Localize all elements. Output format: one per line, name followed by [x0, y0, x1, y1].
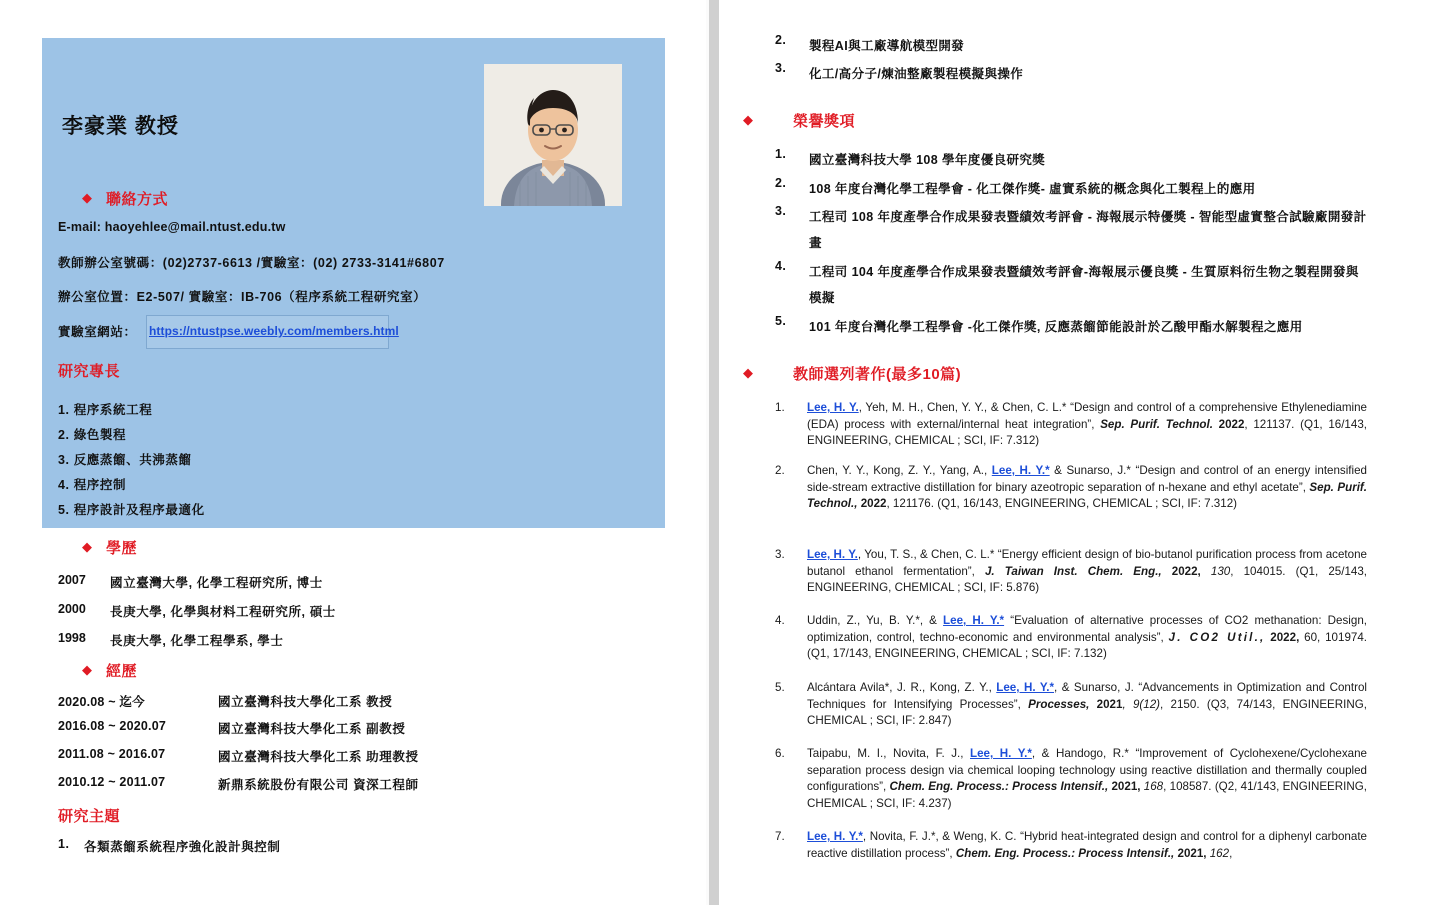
experience-row — [58, 775, 419, 793]
award-item — [775, 259, 1369, 311]
education-row — [58, 602, 336, 620]
award-text: 工程司 108 年度產學合作成果發表暨績效考評會 - 海報展示特優獎 - 智能型虛實整合試驗廠開發計畫 — [809, 210, 1367, 250]
award-number: 5. — [775, 314, 787, 328]
publication-year: 2021, — [1108, 780, 1141, 793]
publication-year: 2021 — [1089, 697, 1123, 711]
publication-entry — [775, 400, 1367, 450]
award-text: 101 年度台灣化學工程學會 -化工傑作獎, 反應蒸餾節能設計於乙酸甲酯水解製程之應用 — [809, 320, 1303, 334]
publication-number: 3. — [775, 548, 785, 561]
publication-metrics: (Q1, 25/143, ENGINEERING, CHEMICAL ; SCI, IF: 5.876) — [807, 564, 1368, 594]
award-item — [775, 176, 1369, 202]
section-heading-publications: ◆ 教師選列著作(最多10篇) — [743, 365, 962, 383]
education-year: 1998 — [58, 631, 86, 645]
education-row — [58, 573, 323, 591]
research-topic-item — [775, 61, 1369, 87]
experience-period: 2020.08 ~ 迄今 — [58, 695, 145, 709]
publication-number: 6. — [775, 747, 785, 760]
diamond-bullet-icon: ◆ — [743, 112, 753, 127]
research-topic-number: 3. — [775, 61, 787, 75]
contact-phone: 教師辦公室號碼：(02)2737-6613 /實驗室：(02) 2733-3141#6807 — [58, 256, 445, 270]
expertise-item-2: 2. 綠色製程 — [58, 428, 127, 442]
publication-authors: , Yeh, M. H., Chen, Y. Y., & Chen, C. L.* — [858, 401, 1071, 414]
publication-text — [807, 746, 1367, 812]
contact-email: E-mail: haoyehlee@mail.ntust.edu.tw — [58, 220, 286, 234]
publication-metrics: (Q2, 41/143, ENGINEERING, CHEMICAL ; SCI, IF: 4.237) — [807, 780, 1367, 810]
publication-metrics: (Q1, 16/143, ENGINEERING, CHEMICAL ; SCI, IF: 7.312) — [937, 497, 1238, 510]
research-topic-item — [775, 33, 1369, 59]
publication-number: 1. — [775, 401, 785, 414]
page-divider — [709, 0, 719, 905]
experience-row — [58, 747, 419, 765]
publication-number: 4. — [775, 614, 785, 627]
research-topic-text: 化工/高分子/煉油整廠製程模擬與操作 — [809, 67, 1024, 81]
publication-journal: J. Taiwan Inst. Chem. Eng., — [984, 564, 1162, 578]
publication-locator: , 121137. — [1244, 417, 1301, 431]
expertise-item-1: 1. 程序系統工程 — [58, 403, 153, 417]
education-detail: 長庚大學, 化學工程學系, 學士 — [110, 634, 284, 648]
publication-journal: Sep. Purif. Technol. — [1100, 417, 1213, 431]
education-year: 2000 — [58, 602, 86, 616]
experience-role: 國立臺灣科技大學化工系 副教授 — [218, 722, 406, 736]
publication-locator: , 121176. — [886, 497, 938, 510]
publication-number: 5. — [775, 681, 785, 694]
award-number: 4. — [775, 259, 787, 273]
publication-volume: , 9(12) — [1122, 697, 1161, 711]
publication-year: 2021, — [1174, 846, 1207, 860]
publication-journal: J. CO2 Util., — [1168, 630, 1266, 644]
research-topic-text: 各類蒸餾系統程序強化設計與控制 — [84, 840, 281, 854]
publication-journal: Sep. Purif. Technol., — [807, 480, 1368, 510]
publication-entry — [775, 547, 1367, 597]
award-item — [775, 147, 1369, 173]
publication-journal: Chem. Eng. Process.: Process Intensif., — [889, 780, 1109, 793]
highlighted-author[interactable]: Lee, H. Y.* — [991, 464, 1050, 477]
page-right — [719, 0, 1429, 905]
publication-locator: , — [1229, 846, 1233, 860]
award-text: 108 年度台灣化學工程學會 - 化工傑作獎- 虛實系統的概念與化工製程上的應用 — [809, 182, 1256, 196]
publication-text — [807, 463, 1367, 513]
expertise-item-5: 5. 程序設計及程序最適化 — [58, 503, 205, 517]
publication-title: “Energy efficient design of bio-butanol purification process from acetone butanol ethanol fermentation”, — [807, 548, 1367, 578]
award-number: 2. — [775, 176, 787, 190]
publication-volume: 60 — [1299, 630, 1318, 644]
expertise-item-4: 4. 程序控制 — [58, 478, 127, 492]
publication-entry — [775, 746, 1367, 812]
publication-locator: , 2150. — [1160, 697, 1207, 711]
contact-office: 辦公室位置：E2-507/ 實驗室：IB-706（程序系統工程研究室） — [58, 290, 427, 304]
publication-authors: Uddin, Z., Yu, B. Y.*, & — [807, 614, 944, 627]
publication-text — [807, 613, 1367, 663]
research-topic-number: 2. — [775, 33, 787, 47]
publication-metrics: (Q3, 74/143, ENGINEERING, CHEMICAL ; SCI, IF: 2.847) — [807, 697, 1367, 727]
award-text: 工程司 104 年度產學合作成果發表暨績效考評會-海報展示優良獎 - 生質原料衍生物之製程開發與模擬 — [809, 265, 1359, 305]
section-heading-education: ◆ 學歷 — [82, 539, 138, 557]
education-detail: 國立臺灣大學, 化學工程研究所, 博士 — [110, 576, 323, 590]
education-year: 2007 — [58, 573, 86, 587]
research-topic-number: 1. — [58, 837, 70, 851]
publication-title: “Advancements in Optimization and Control Techniques for Intensifying Processes”, — [807, 681, 1367, 711]
publication-text — [807, 829, 1367, 862]
publication-volume: 130 — [1200, 564, 1231, 578]
publication-locator: , 104015. — [1230, 564, 1296, 578]
award-number: 3. — [775, 204, 787, 218]
publication-metrics: (Q1, 17/143, ENGINEERING, CHEMICAL ; SCI, IF: 7.132) — [807, 647, 1107, 660]
publication-locator: , 101974. — [1317, 630, 1368, 644]
experience-period: 2016.08 ~ 2020.07 — [58, 719, 167, 733]
publication-volume: 162 — [1206, 846, 1230, 860]
research-topic-text: 製程AI與工廠導航模型開發 — [809, 39, 965, 53]
publication-number: 2. — [775, 464, 785, 477]
publication-title: “Hybrid heat-integrated design and control for a diphenyl carbonate reactive distillation process”, — [807, 830, 1367, 860]
publication-title: “Improvement of Cyclohexene/Cyclohexane separation process design via chemical looping technology using reactive distillation and thermally coupled configurations”, — [807, 747, 1367, 793]
publication-text — [807, 547, 1367, 597]
highlighted-author[interactable]: Lee, H. Y. — [807, 548, 858, 561]
publication-authors: Chen, Y. Y., Kong, Z. Y., Yang, A., — [807, 464, 992, 477]
publication-authors: Taipabu, M. I., Novita, F. J., — [807, 747, 971, 760]
diamond-bullet-icon: ◆ — [82, 662, 92, 677]
award-item — [775, 204, 1369, 256]
publication-entry — [775, 463, 1367, 513]
highlighted-author[interactable]: Lee, H. Y.* — [807, 830, 863, 843]
section-heading-experience: ◆ 經歷 — [82, 662, 138, 680]
publication-authors: Alcántara Avila*, J. R., Kong, Z. Y., — [807, 681, 997, 694]
diamond-bullet-icon: ◆ — [743, 365, 753, 380]
expertise-item-3: 3. 反應蒸餾、共沸蒸餾 — [58, 453, 192, 467]
diamond-bullet-icon: ◆ — [82, 539, 92, 554]
award-item — [775, 314, 1369, 340]
education-detail: 長庚大學, 化學與材料工程研究所, 碩士 — [110, 605, 336, 619]
award-text: 國立臺灣科技大學 108 學年度優良研究獎 — [809, 153, 1046, 167]
publication-authors-rest: & Sunarso, J.* — [1049, 464, 1136, 477]
publication-authors-rest: , & Sunarso, J. — [1054, 681, 1139, 694]
diamond-bullet-icon: ◆ — [82, 190, 92, 205]
publication-number: 7. — [775, 830, 785, 843]
publication-title: “Evaluation of alternative processes of CO2 methanation: Design, optimization, control, techno-economic and environmental analysis”, — [807, 614, 1367, 644]
experience-period: 2011.08 ~ 2016.07 — [58, 747, 166, 761]
publication-authors: , You, T. S., & Chen, C. L.* — [857, 548, 998, 561]
page-left — [0, 0, 709, 905]
publication-entry — [775, 613, 1367, 663]
website-label: 實驗室網站： — [58, 325, 137, 339]
highlighted-author[interactable]: Lee, H. Y. — [807, 401, 859, 414]
publication-journal: Processes, — [1028, 697, 1090, 711]
section-heading-expertise: 研究專長 — [58, 363, 121, 380]
publication-authors-rest: , & Handogo, R.* — [1031, 747, 1136, 760]
lab-website-link[interactable]: https://ntustpse.weebly.com/members.html — [149, 324, 399, 338]
highlighted-author[interactable]: Lee, H. Y.* — [943, 614, 1005, 627]
award-number: 1. — [775, 147, 787, 161]
experience-role: 新鼎系統股份有限公司 資深工程師 — [218, 778, 419, 792]
highlighted-author[interactable]: Lee, H. Y.* — [970, 747, 1032, 760]
publication-authors: , Novita, F. J.*, & Weng, K. C. — [862, 830, 1021, 843]
education-row — [58, 631, 284, 649]
publication-text — [807, 400, 1367, 450]
research-topic-item — [58, 837, 281, 855]
publication-metrics: (Q1, 16/143, ENGINEERING, CHEMICAL ; SCI, IF: 7.312) — [807, 417, 1367, 447]
experience-row — [58, 719, 405, 737]
publication-year: 2022 — [1212, 417, 1245, 431]
publication-journal: Chem. Eng. Process.: Process Intensif., — [955, 846, 1175, 860]
experience-period: 2010.12 ~ 2011.07 — [58, 775, 166, 789]
publication-title: “Design and control of an energy intensified side-stream extractive distillation for binary azeotropic separation of n-hexane and ethyl acetate”, — [807, 464, 1368, 494]
experience-role: 國立臺灣科技大學化工系 教授 — [218, 695, 393, 709]
section-heading-contact: ◆ 聯絡方式 — [82, 190, 169, 208]
publication-locator: , 108587. — [1163, 780, 1215, 793]
section-heading-awards: ◆ 榮譽獎項 — [743, 112, 856, 130]
portrait-photo — [484, 64, 622, 206]
publication-volume: 168 — [1140, 780, 1164, 793]
publication-year: 2022 — [857, 497, 887, 510]
page-title: 李豪業 教授 — [62, 115, 179, 138]
publication-year: 2022, — [1265, 630, 1300, 644]
publication-entry — [775, 680, 1367, 730]
publication-year: 2022, — [1161, 564, 1201, 578]
section-heading-research-topics: 研究主題 — [58, 808, 121, 825]
highlighted-author[interactable]: Lee, H. Y.* — [996, 681, 1055, 694]
experience-role: 國立臺灣科技大學化工系 助理教授 — [218, 750, 419, 764]
experience-row — [58, 692, 392, 710]
publication-title: “Design and control of a comprehensive Ethylenediamine (EDA) process with external/internal heat integration”, — [807, 401, 1367, 431]
publication-entry — [775, 829, 1367, 862]
publication-text — [807, 680, 1367, 730]
